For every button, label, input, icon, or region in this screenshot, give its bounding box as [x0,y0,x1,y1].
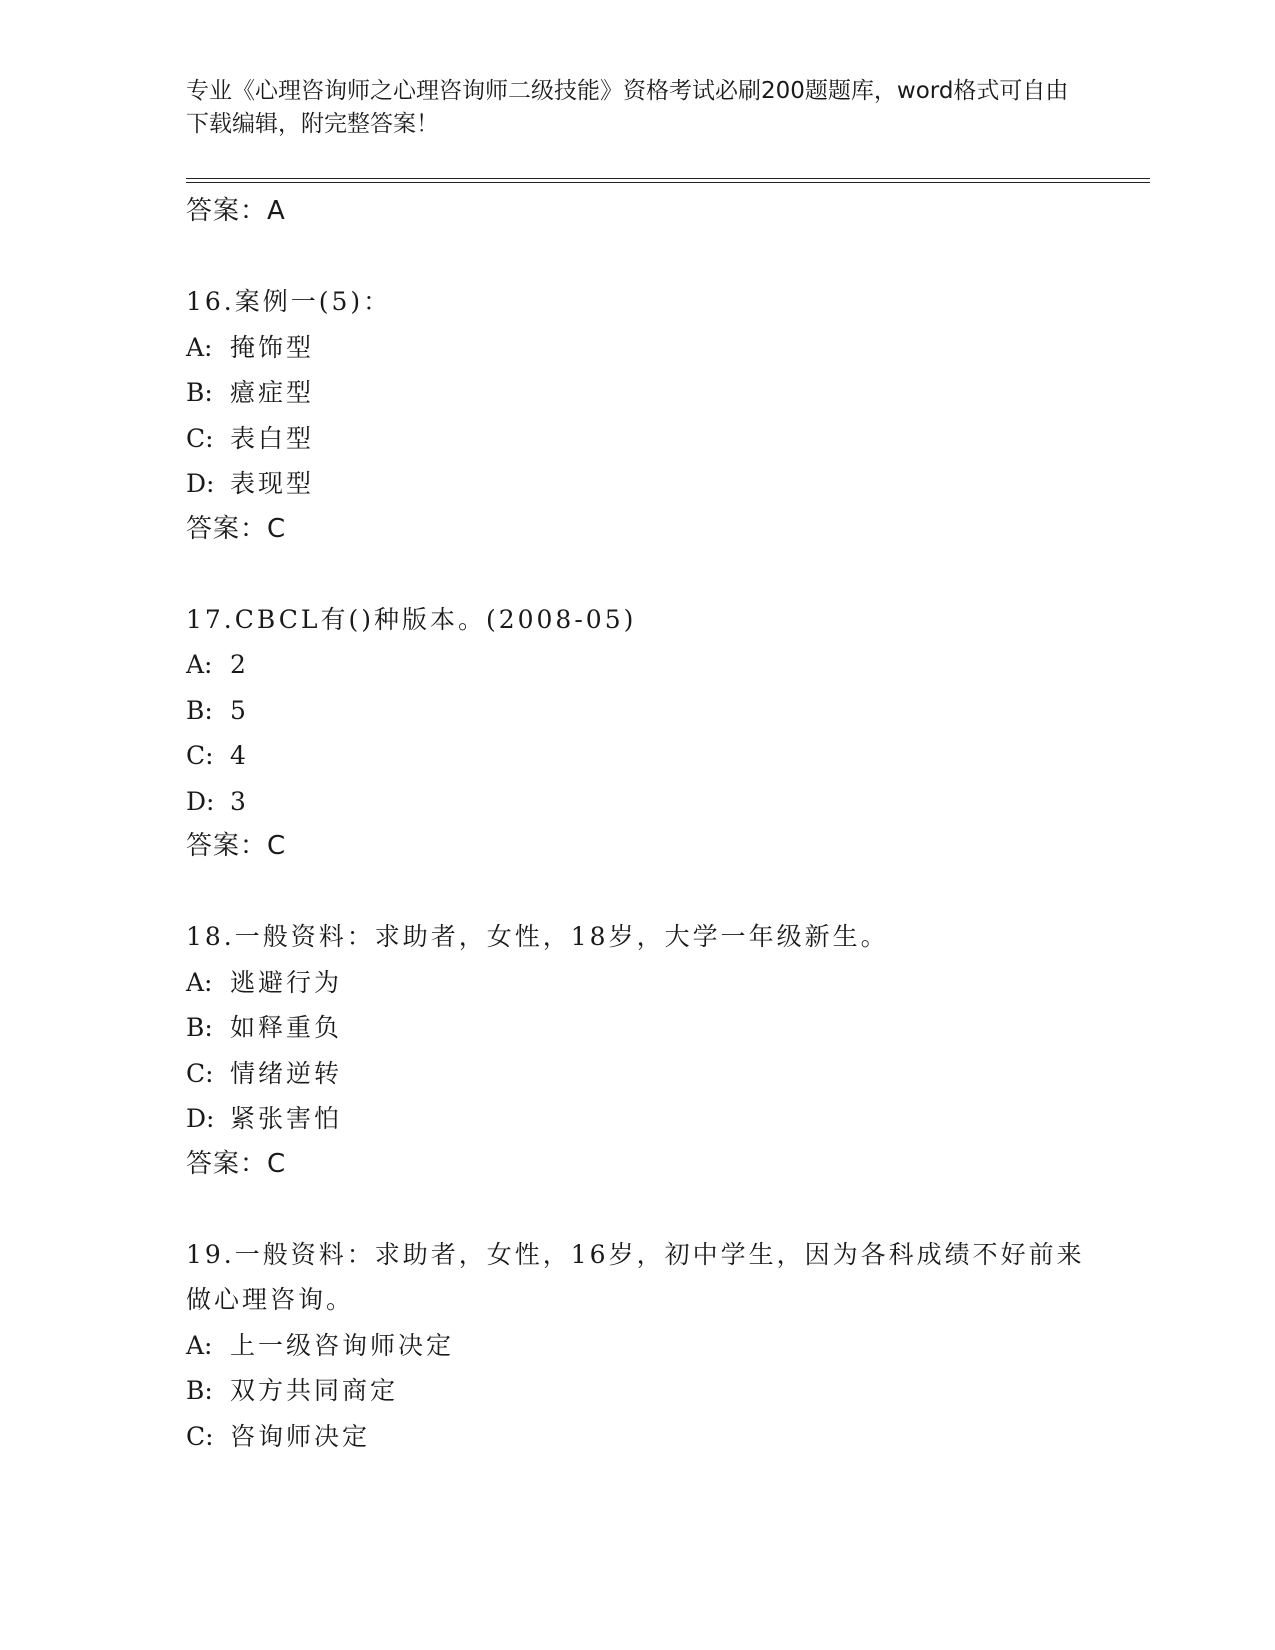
option-text: 3 [230,786,249,816]
option-letter: B: [186,1013,213,1042]
option-letter: A: [186,332,213,362]
question-text: 18.一般资料：求助者，女性，18岁，大学一年级新生。 [186,922,889,951]
option-item [186,1096,1106,1142]
option-item [186,779,1106,825]
question-text: 16.案例一(5)： [186,287,392,316]
option-letter: B: [186,695,213,725]
answer-line: 答案：C [186,831,287,861]
spacer [186,869,1106,914]
option-text: 上一级咨询师决定 [230,1330,455,1360]
option-text: 情绪逆转 [230,1058,343,1088]
option-letter: A: [186,650,213,679]
answer-line: 答案：A [186,196,286,226]
option-item [186,688,1106,734]
header-double-rule [186,178,1150,183]
option-text: 双方共同商定 [230,1376,399,1405]
option-text: 表白型 [230,423,315,453]
option-item [186,461,1106,507]
header-intro: 专业《心理咨询师之心理咨询师二级技能》资格考试必刷200题题库，word格式可自由下载编辑，附完整答案！ [186,78,1069,137]
option-text: 表现型 [230,469,315,498]
option-item [186,1368,1106,1414]
option-text: 掩饰型 [230,332,315,362]
option-item [186,1051,1106,1097]
option-letter: B: [186,378,213,407]
answer-line: 答案：C [186,1148,287,1179]
question-list [186,189,1106,1459]
question-text: 17.CBCL有()种版本。(2008-05) [186,604,637,634]
option-text: 咨询师决定 [230,1421,371,1451]
option-text: 5 [230,695,249,725]
option-text: 逃避行为 [230,967,343,997]
option-item [186,1414,1106,1460]
option-item [186,733,1106,779]
option-letter: C: [186,423,214,453]
spacer [186,1187,1106,1232]
option-item [186,1323,1106,1369]
option-letter: B: [186,1376,213,1405]
option-letter: D: [186,469,215,498]
option-letter: A: [186,967,213,997]
option-letter: C: [186,1058,214,1088]
option-text: 紧张害怕 [230,1104,343,1133]
question-text: 19.一般资料：求助者，女性，16岁，初中学生，因为各科成绩不好前来做心理咨询。 [186,1239,1085,1314]
option-letter: C: [186,1421,214,1451]
option-letter: A: [186,1330,213,1360]
answer-line: 答案：C [186,513,287,544]
option-item [186,370,1106,416]
option-text: 癔症型 [230,378,315,407]
spacer [186,234,1106,279]
option-letter: C: [186,741,214,770]
option-item [186,642,1106,688]
option-text: 4 [230,741,249,770]
option-item [186,325,1106,371]
spacer [186,552,1106,597]
option-letter: D: [186,786,215,816]
option-item [186,1005,1106,1051]
option-item [186,416,1106,462]
option-text: 如释重负 [230,1013,343,1042]
option-letter: D: [186,1104,215,1133]
option-text: 2 [230,650,249,679]
option-item [186,960,1106,1006]
